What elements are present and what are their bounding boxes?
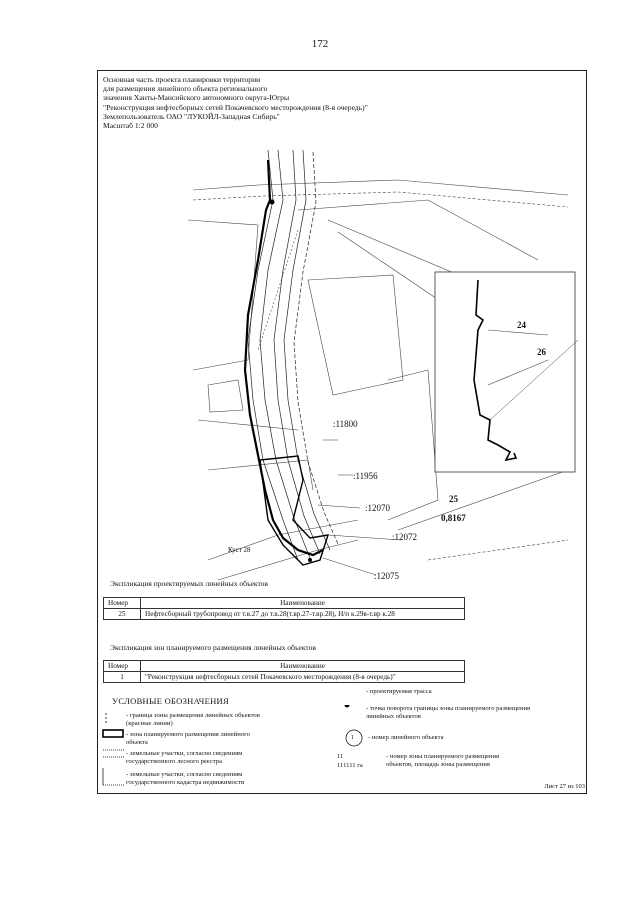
legend-circle-number: 1 xyxy=(351,735,354,741)
cell-name: "Реконструкция нефтесборных сетей Покачевского месторождения (8-я очередь)" xyxy=(141,672,465,683)
parcel-label: :12070 xyxy=(365,503,391,513)
parcel-label: :11956 xyxy=(353,471,378,481)
parcel-label: :11800 xyxy=(333,419,358,429)
header-line: Землепользователь ОАО "ЛУКОЙЛ-Западная Сибирь" xyxy=(103,111,280,121)
col-header: Номер xyxy=(104,598,141,609)
legend-item: - граница зоны размещения линейных объектов (красные линии) xyxy=(126,712,260,727)
legend-zone-area: 111111 га xyxy=(337,762,363,769)
inset-frame xyxy=(435,272,575,472)
objects-table xyxy=(103,597,465,620)
inset-label: 26 xyxy=(537,347,546,357)
inset-label: 24 xyxy=(517,320,526,330)
table-row xyxy=(104,672,465,683)
site-plan-map xyxy=(98,140,586,590)
parcel-label: :12072 xyxy=(392,532,418,542)
header-line: Масштаб 1:2 000 xyxy=(103,121,158,131)
parcel-label: :12075 xyxy=(374,571,400,581)
legend-item: - точка поворота границы зоны планируемого размещения линейных объектов xyxy=(366,705,531,720)
legend-item: - номер зоны планируемого размещения объектов, площадь зоны размещения xyxy=(386,753,500,768)
object-number-symbol xyxy=(346,730,362,746)
zone-symbol xyxy=(103,730,123,737)
cell-number: 25 xyxy=(104,609,141,620)
cell-name: Нефтесборный трубопровод от т.в.27 до т.в.28(т.вр.27-т.вр.28), Н/п к.29в-т.вр к.28 xyxy=(141,609,465,620)
planned-route xyxy=(245,160,323,555)
legend-item: - зона планируемого размещения линейного объекта xyxy=(126,731,250,746)
legend-item: - земельные участки, согласно сведениям государственного лесного реестра xyxy=(126,750,243,765)
table-row xyxy=(104,609,465,620)
table1-title: Экспликация проектируемых линейных объектов xyxy=(110,579,268,588)
zone-number: 25 xyxy=(449,494,458,504)
col-header: Номер xyxy=(104,661,141,672)
legend-zone-num: 11 xyxy=(337,753,344,760)
page-number: 172 xyxy=(311,38,329,50)
sheet-label: Лист 27 из 103 xyxy=(544,783,585,790)
header-line: значения Ханты-Мансийского автономного округа-Югры xyxy=(103,93,290,103)
header-line: Основная часть проекта планировки территории xyxy=(103,75,261,84)
header-line: для размещения линейного объекта регионального xyxy=(103,84,268,94)
legend-item: - земельные участки, согласно сведениям государственного кадастра недвижимости xyxy=(126,771,245,786)
col-header: Наименование xyxy=(141,598,465,609)
turn-point-icon xyxy=(270,200,275,205)
legend-item: - номер линейного объекта xyxy=(368,734,444,741)
drawing-header xyxy=(103,75,368,130)
legend-title: УСЛОВНЫЕ ОБОЗНАЧЕНИЯ xyxy=(112,696,229,706)
table2-title: Экспликация зон планируемого размещения линейных объектов xyxy=(110,643,316,652)
legend-item: - проектируемая трасса xyxy=(366,688,432,695)
cell-number: 1 xyxy=(104,672,141,683)
zone-area: 0,8167 xyxy=(441,513,466,523)
header-line: "Реконструкция нефтесборных сетей Покачевского месторождения (8-я очередь)" xyxy=(103,102,368,112)
col-header: Наименование xyxy=(141,661,465,672)
site-label: Куст 28 xyxy=(228,546,251,554)
turn-point-symbol xyxy=(345,705,350,708)
zones-table xyxy=(103,660,465,683)
turn-point-icon xyxy=(308,558,312,562)
